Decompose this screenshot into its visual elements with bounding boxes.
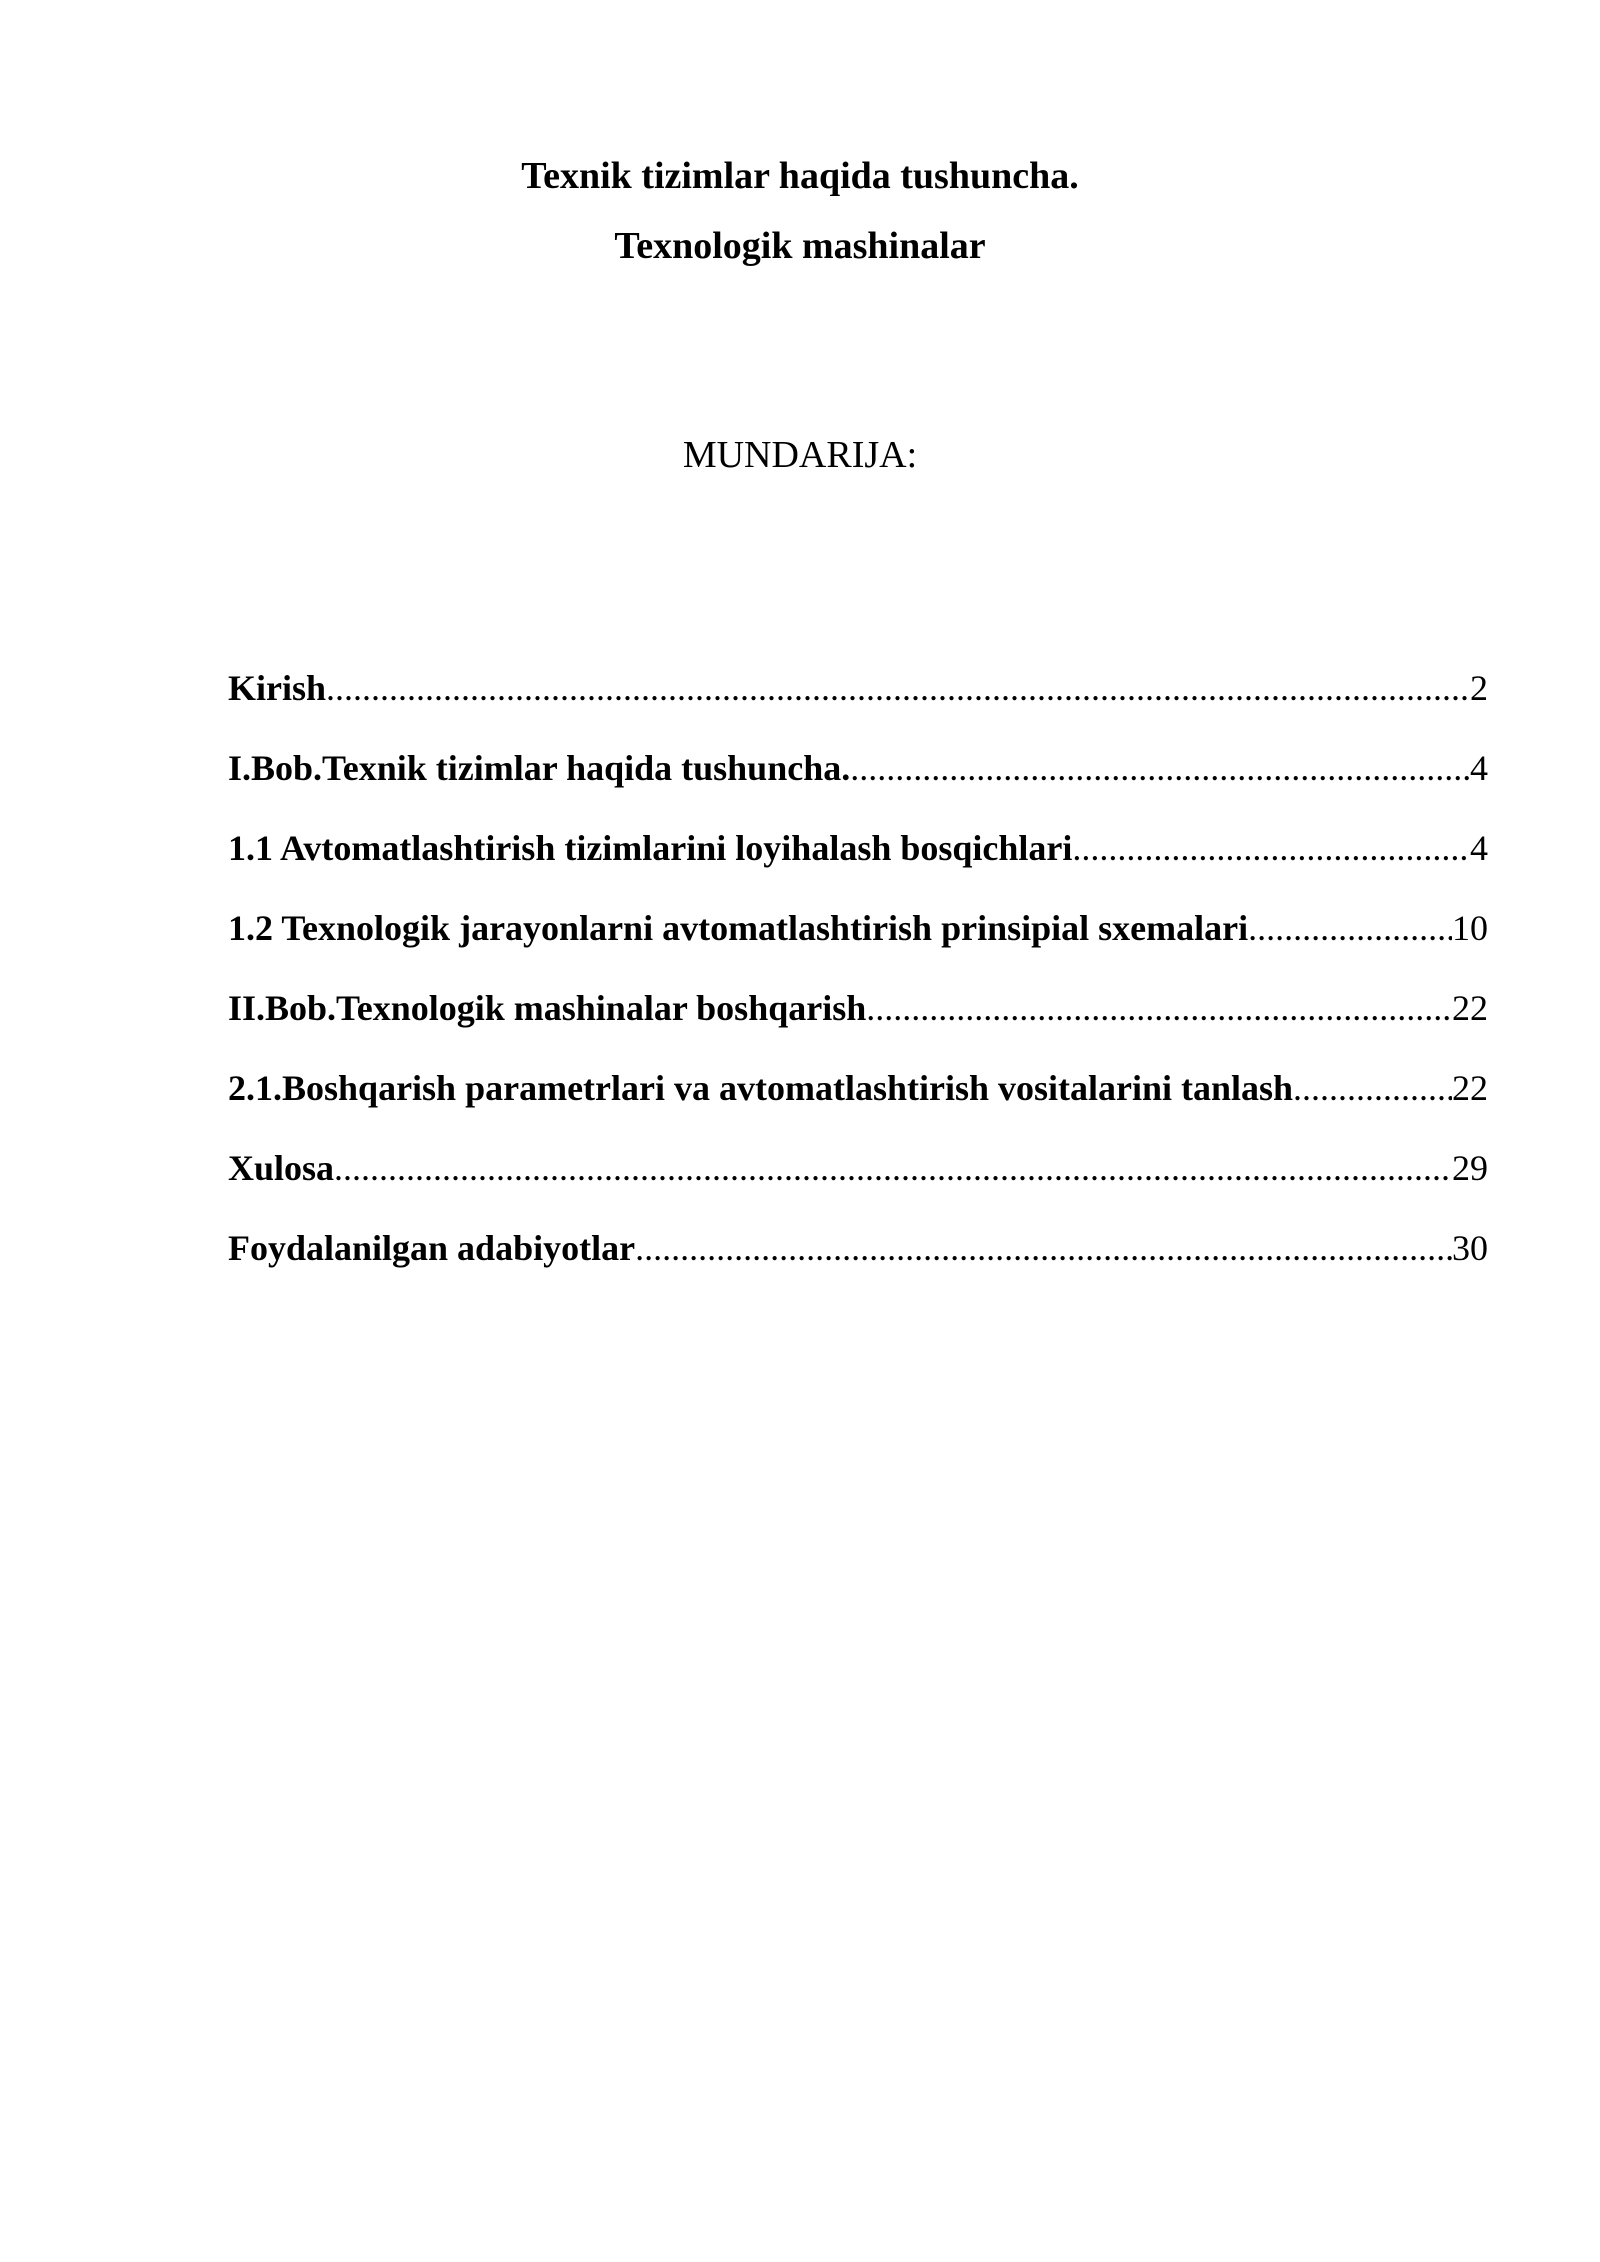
toc-entry-page: 22	[1452, 988, 1488, 1028]
toc-dot-leader	[1072, 824, 1470, 872]
toc-entry-section-2-1	[228, 1064, 1488, 1144]
toc-entry-page: 29	[1452, 1148, 1488, 1188]
toc-entry-label: Xulosa	[228, 1148, 335, 1188]
toc-heading: MUNDARIJA:	[682, 434, 918, 476]
toc-entry-page: 4	[1470, 748, 1488, 788]
toc-entry-references	[228, 1224, 1488, 1304]
toc-entry-label: 2.1.Boshqarish parametrlari va avtomatlashtirish vositalarini tanlash	[228, 1068, 1294, 1108]
toc-dot-leader	[334, 1144, 1452, 1192]
toc-entry-chapter-1	[228, 744, 1488, 824]
toc-entry-page: 4	[1470, 828, 1488, 868]
toc-entry-page: 2	[1470, 668, 1488, 708]
toc-entry-page: 22	[1452, 1068, 1488, 1108]
toc-entry-page: 30	[1452, 1228, 1488, 1268]
toc-dot-leader	[866, 984, 1452, 1032]
toc-entry-label: 1.1 Avtomatlashtirish tizimlarini loyihalash bosqichlari	[228, 828, 1073, 868]
toc-entry-label: II.Bob.Texnologik mashinalar boshqarish	[228, 988, 867, 1028]
document-title-line-2: Texnologik mashinalar	[614, 225, 986, 267]
toc-entry-kirish	[228, 664, 1488, 744]
toc-entry-label: 1.2 Texnologik jarayonlarni avtomatlashtirish prinsipial sxemalari	[228, 908, 1249, 948]
toc-entry-section-1-1	[228, 824, 1488, 904]
toc-entry-label: Kirish	[228, 668, 327, 708]
toc-dot-leader	[1248, 904, 1452, 952]
toc-entry-label: Foydalanilgan adabiyotlar	[228, 1228, 636, 1268]
toc-entry-chapter-2	[228, 984, 1488, 1064]
toc-entry-xulosa	[228, 1144, 1488, 1224]
table-of-contents	[228, 664, 1488, 1304]
document-title-line-1: Texnik tizimlar haqida tushuncha.	[521, 155, 1079, 197]
toc-dot-leader	[326, 664, 1470, 712]
toc-entry-section-1-2	[228, 904, 1488, 984]
toc-entry-label: I.Bob.Texnik tizimlar haqida tushuncha.	[228, 748, 851, 788]
toc-dot-leader	[1293, 1064, 1452, 1112]
toc-entry-page: 10	[1452, 908, 1488, 948]
toc-dot-leader	[635, 1224, 1452, 1272]
toc-dot-leader	[850, 744, 1470, 792]
